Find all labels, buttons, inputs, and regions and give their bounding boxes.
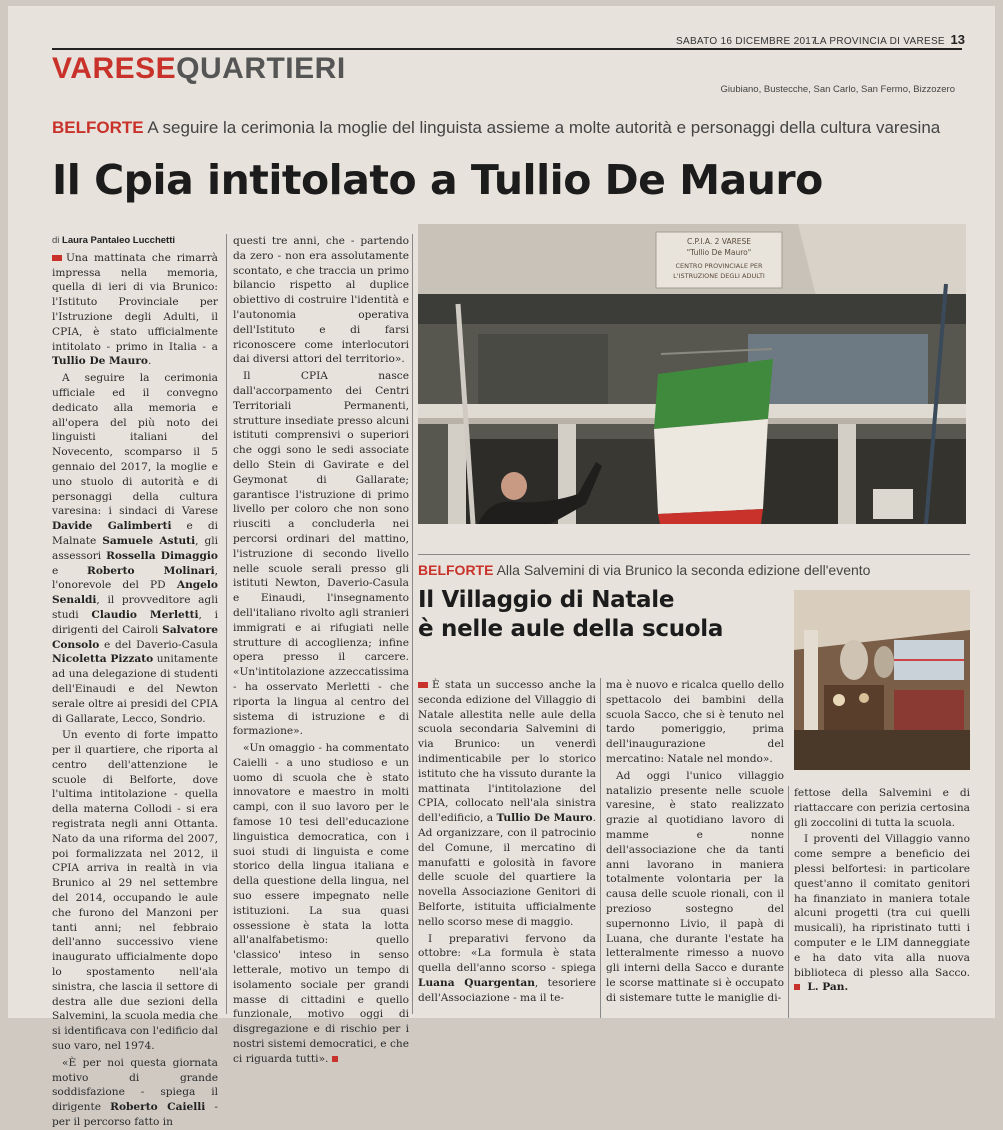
article2-column-2	[606, 678, 784, 1018]
article2-headline-line1: Il Villaggio di Natale	[418, 587, 675, 613]
section-brand	[52, 52, 346, 86]
page-number: 13	[950, 32, 965, 47]
article2-paragraph: fettose della Salvemini e di riattaccare con perizia certosina gli zoccolini di tutta la scuola.	[794, 787, 970, 829]
end-marker	[332, 1056, 338, 1062]
article2-paragraph: ma è nuovo e ricalca quello dello spettacolo dei bambini della scuola Sacco, che si è tenuto nel tardo pomeriggio, prima dell'inaugurazione del mercatino: Natale nel mondo».	[606, 679, 784, 765]
issue-date: SABATO 16 DICEMBRE 2017	[676, 36, 818, 47]
article2-top-rule	[418, 554, 970, 555]
cpia-facade-photo	[418, 224, 966, 524]
article1-paragraph: «Un omaggio - ha commentato Caielli - a uno studioso e un uomo di scuola che è stato innovatore e maestro in molti campi, con il suo lavoro per le famose 10 tesi dell'educazione linguistica democratica, con i suoi studi di linguista e come storico della lingua italiana e della questione della lingua, nel suo essere impegnato nelle istituzioni. La sua quasi ossessione è stata la lotta all'analfabetismo: quello 'classico' inteso in senso letterale, motivo un tempo di isolamento sociale per grandi masse di cittadini e quello funzionale, motivo oggi di disgregazione e di rischio per i nostri sistemi democratici, e che ci riguarda tutti».	[233, 742, 409, 1065]
article2-headline-line2: è nelle aule della scuola	[418, 616, 724, 642]
article1-kicker	[52, 118, 972, 138]
article1-paragraph: questi tre anni, che - partendo da zero - non era assolutamente scontato, e che traccia un primo bilancio rispetto al duplice obiettivo di costruire l'identità e l'autonomia operativa dell'Istituto e di farsi riconoscere come interlocutori dai diversi attori del territorio».	[233, 235, 409, 366]
byline: di Laura Pantaleo Lucchetti	[52, 235, 176, 246]
column-divider	[600, 678, 601, 1018]
sign-line-2: "Tullio De Mauro"	[686, 248, 752, 257]
christmas-village-photo	[794, 590, 970, 770]
article2-signature: L. Pan.	[807, 981, 849, 994]
article1-headline: Il Cpia intitolato a Tullio De Mauro	[52, 156, 823, 204]
article1-column-1	[52, 234, 219, 1129]
article1-kicker-text: A seguire la cerimonia la moglie del linguista assieme a molte autorità e personaggi della cultura varesina	[147, 118, 941, 137]
article2-headline	[418, 586, 723, 644]
column-divider	[412, 234, 413, 1014]
paragraph-marker	[52, 255, 62, 261]
sign-line-3: CENTRO PROVINCIALE PER	[675, 262, 763, 270]
end-marker	[794, 984, 800, 990]
article2-paragraph: I proventi del Villaggio vanno come sempre a beneficio dei plessi belfortesi: in particolare quest'anno il comitato genitori ha finanziato in maniera totale alcuni progetti (tra cui quelli musicali), ha ripristinato tutti i computer e le LIM danneggiate e ha dato vita alla nuova biblioteca di plesso alla Sacco. L. Pan.	[794, 833, 970, 994]
column-divider	[788, 786, 789, 1018]
brand-varese: VARESE	[52, 52, 177, 85]
article2-kicker-text: Alla Salvemini di via Brunico la seconda edizione dell'evento	[496, 562, 871, 578]
brand-quartieri: QUARTIERI	[176, 52, 346, 85]
article1-paragraph: «È per noi questa giornata motivo di grande soddisfazione - spiega il dirigente Roberto Caielli - per il percorso fatto in	[52, 1056, 218, 1129]
byline-author: Laura Pantaleo Lucchetti	[62, 235, 176, 246]
flag-white	[654, 419, 768, 514]
newspaper-name: LA PROVINCIA DI VARESE	[814, 36, 945, 47]
paragraph-marker	[418, 682, 428, 688]
article2-column-3	[794, 786, 970, 1018]
article1-paragraph: A seguire la cerimonia ufficiale ed il convegno dedicato alla memoria e all'opera del più noto dei linguisti italiani del Novecento, scomparso il 5 gennaio del 2017, la moglie e uno stuolo di autorità e di personaggi della cultura varesina: i sindaci di Varese Davide Galimberti e di Malnate Samuele Astuti, gli assessori Rossella Dimaggio e Roberto Molinari, l'onorevole del PD Angelo Senaldi, il provveditore agli studi Claudio Merletti, i dirigenti del Cairoli Salvatore Consolo e del Daverio-Casula Nicoletta Pizzato unitamente ad una delegazione di studenti dell'Einaudi e del Newton serale oltre ai presidi del CPIA di Gallarate, Lecco, Sondrio.	[52, 372, 219, 725]
header-rule	[52, 48, 962, 50]
article2-paragraph: Ad oggi l'unico villaggio natalizio presente nelle scuole varesine, è stato realizzato grazie al quotidiano lavoro di mamme e nonne dell'associazione che da tanti anni lavorano in maniera totalmente volontaria per la causa delle scuole rionali, con il prezioso sostegno del supernonno Livio, il papà di Luana, che durante l'estate ha letteralmente rimesso a nuovo gli interni della Sacco e durante le scorse mattinate si è occupato di sistemare tutte le maniglie di-	[606, 769, 784, 1004]
article2-paragraph: È stata un successo anche la seconda edizione del Villaggio di Natale allestita nelle aule della scuola secondaria Salvemini di via Brunico: un venerdì indimenticabile per lo storico istituto che ha vissuto durante la mattinata l'intitolazione del CPIA, collocato nell'ala sinistra dell'edificio, a Tullio De Mauro. Ad organizzare, con il patrocinio del Comune, il mercatino di manufatti e golosità in favore delle scuole del quartiere la novella Associazione Genitori di Belforte, istituita ufficialmente nello scorso mese di maggio.	[418, 679, 596, 928]
neighborhoods-list: Giubiano, Bustecche, San Carlo, San Fermo, Bizzozero	[720, 84, 955, 95]
article1-paragraph: Una mattinata che rimarrà impressa nella memoria, quella di ieri di via Brunico: l'Istituto Provinciale per l'Istruzione degli Adulti, il CPIA, è stato ufficialmente intitolato - primo in Italia - a Tullio De Mauro.	[52, 251, 218, 368]
sign-line-1: C.P.I.A. 2 VARESE	[686, 237, 752, 246]
article2-column-1	[418, 678, 596, 1018]
article1-paragraph: Un evento di forte impatto per il quartiere, che riporta al centro dell'attenzione le scuole di Belforte, dove l'ultima intitolazione - quella della materna Collodi - si era registrata negli anni Ottanta. Nato da una riforma del 2007, poi formalizzata nel 2012, il CPIA arriva in realtà in via Brunico al 29 nel settembre del 2014, occupando le aule che furono del Manzoni per tanti anni; nel febbraio dell'anno successivo viene inaugurato ufficialmente dopo lo spostamento nell'ala sinistra, che lascia il settore di destra alle due sezioni della Salvemini, la scuola media che si identificava con l'edificio dal suo varo, nel 1974.	[52, 729, 218, 1053]
newspaper-page	[8, 6, 995, 1129]
article2-paragraph: I preparativi fervono da ottobre: «La formula è stata quella dell'anno scorso - spiega Luana Quargentan, tesoriere dell'Associazione - ma il te-	[418, 932, 596, 1004]
sign-line-4: L'ISTRUZIONE DEGLI ADULTI	[673, 272, 765, 280]
article1-kicker-tag: BELFORTE	[52, 118, 144, 137]
article2-kicker-tag: BELFORTE	[418, 562, 494, 578]
article2-kicker	[418, 562, 970, 578]
article1-column-2	[233, 234, 409, 1065]
article1-paragraph: Il CPIA nasce dall'accorpamento dei Centri Territoriali Permanenti, strutture insediate presso alcuni istituti comprensivi o superiori che oggi sono le sedi associate dello Stein di Gavirate e del Geymonat di Gallarate; garantisce l'istruzione di primo livello per coloro che non sono riusciti a concluderla nei percorsi ordinari del mattino, l'istruzione di secondo livello nelle scuole serali presso gli istituti Newton, Daverio-Casula e Einaudi, l'insegnamento dell'italiano rivolto agli stranieri immigrati e ai rifugiati nelle strutture di accoglienza; infine opera presso il carcere. «Un'intitolazione azzeccatissima - ha osservato Merletti - che riporta la lingua al centro del sistema di istruzione e di formazione».	[233, 370, 409, 738]
column-divider	[226, 234, 227, 1014]
